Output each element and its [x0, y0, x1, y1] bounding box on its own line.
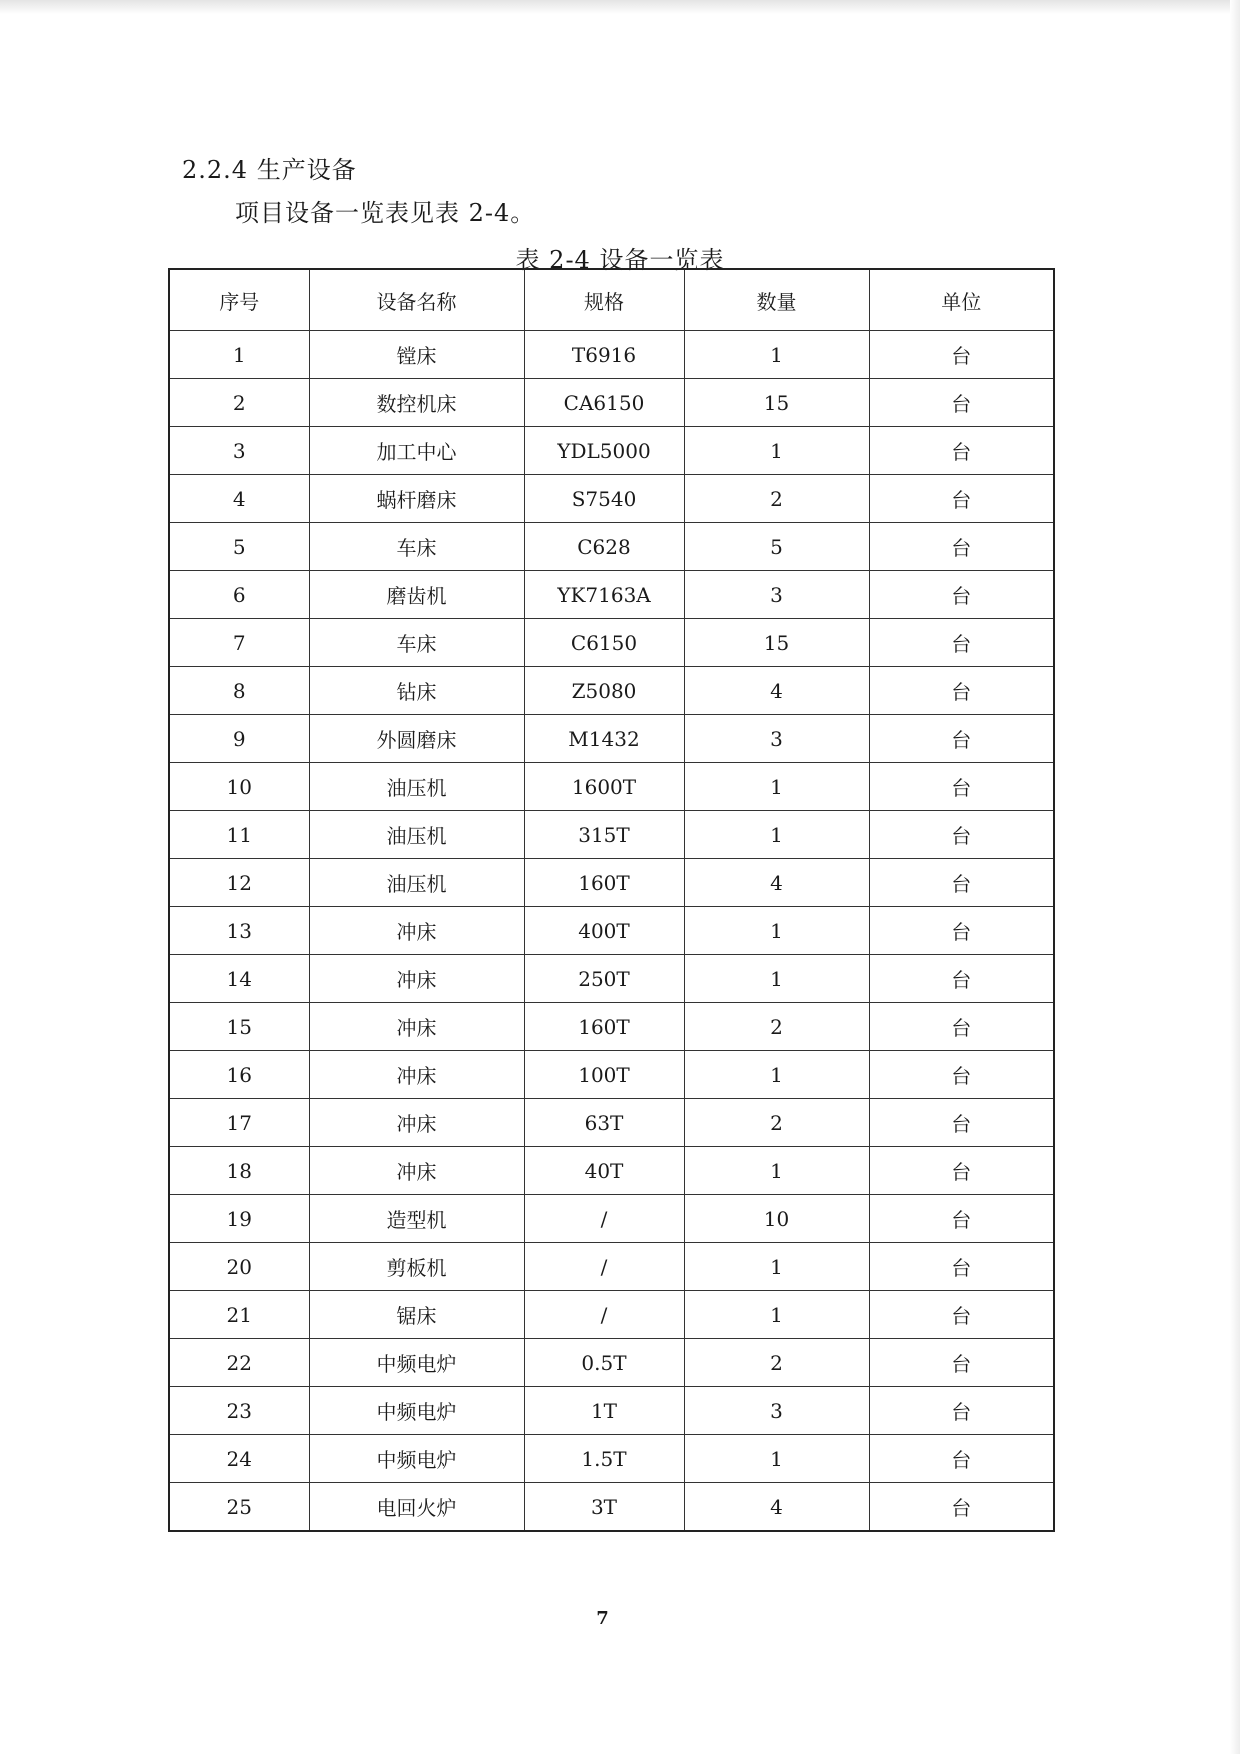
cell-spec: 400T: [524, 907, 684, 955]
table-header: [169, 269, 1054, 331]
cell-unit: 台: [869, 475, 1054, 523]
cell-index: 5: [169, 523, 309, 571]
header-cell-index: 序号: [169, 269, 309, 331]
cell-unit: 台: [869, 427, 1054, 475]
cell-quantity: 1: [684, 763, 869, 811]
cell-name: 数控机床: [309, 379, 524, 427]
header-cell-name: 设备名称: [309, 269, 524, 331]
table-row: [169, 1003, 1054, 1051]
cell-spec: CA6150: [524, 379, 684, 427]
cell-index: 21: [169, 1291, 309, 1339]
cell-unit: 台: [869, 907, 1054, 955]
table-row: [169, 1339, 1054, 1387]
cell-spec: 160T: [524, 1003, 684, 1051]
cell-unit: 台: [869, 1339, 1054, 1387]
cell-unit: 台: [869, 1003, 1054, 1051]
cell-name: 车床: [309, 523, 524, 571]
table-body: [169, 331, 1054, 1532]
cell-quantity: 2: [684, 475, 869, 523]
cell-quantity: 1: [684, 811, 869, 859]
cell-index: 9: [169, 715, 309, 763]
table-row: [169, 523, 1054, 571]
cell-name: 车床: [309, 619, 524, 667]
cell-name: 加工中心: [309, 427, 524, 475]
cell-spec: 3T: [524, 1483, 684, 1532]
cell-name: 冲床: [309, 907, 524, 955]
cell-spec: Z5080: [524, 667, 684, 715]
cell-name: 油压机: [309, 763, 524, 811]
cell-index: 8: [169, 667, 309, 715]
section-heading: 2.2.4 生产设备: [182, 156, 357, 184]
cell-quantity: 1: [684, 427, 869, 475]
table-row: [169, 1051, 1054, 1099]
cell-quantity: 10: [684, 1195, 869, 1243]
cell-quantity: 4: [684, 859, 869, 907]
cell-index: 12: [169, 859, 309, 907]
cell-quantity: 1: [684, 1435, 869, 1483]
cell-unit: 台: [869, 1483, 1054, 1532]
cell-quantity: 2: [684, 1339, 869, 1387]
cell-spec: M1432: [524, 715, 684, 763]
cell-unit: 台: [869, 859, 1054, 907]
cell-index: 13: [169, 907, 309, 955]
cell-quantity: 15: [684, 619, 869, 667]
cell-spec: YDL5000: [524, 427, 684, 475]
cell-name: 蜗杆磨床: [309, 475, 524, 523]
cell-index: 4: [169, 475, 309, 523]
cell-index: 22: [169, 1339, 309, 1387]
cell-unit: 台: [869, 667, 1054, 715]
cell-name: 钻床: [309, 667, 524, 715]
table-caption: 表 2-4 设备一览表: [515, 246, 725, 274]
cell-index: 10: [169, 763, 309, 811]
page-number: 7: [596, 1608, 609, 1629]
cell-quantity: 1: [684, 331, 869, 379]
table-row: [169, 763, 1054, 811]
table-row: [169, 859, 1054, 907]
cell-quantity: 3: [684, 571, 869, 619]
cell-name: 冲床: [309, 1099, 524, 1147]
cell-quantity: 5: [684, 523, 869, 571]
table-row: [169, 331, 1054, 379]
header-row: [169, 269, 1054, 331]
intro-text: 项目设备一览表见表 2-4。: [235, 199, 536, 227]
cell-index: 25: [169, 1483, 309, 1532]
cell-name: 磨齿机: [309, 571, 524, 619]
cell-spec: /: [524, 1243, 684, 1291]
cell-index: 23: [169, 1387, 309, 1435]
cell-index: 14: [169, 955, 309, 1003]
cell-quantity: 1: [684, 955, 869, 1003]
cell-unit: 台: [869, 571, 1054, 619]
cell-spec: 0.5T: [524, 1339, 684, 1387]
cell-spec: /: [524, 1195, 684, 1243]
cell-spec: 160T: [524, 859, 684, 907]
cell-spec: 63T: [524, 1099, 684, 1147]
cell-unit: 台: [869, 1051, 1054, 1099]
cell-quantity: 1: [684, 907, 869, 955]
cell-spec: S7540: [524, 475, 684, 523]
cell-index: 17: [169, 1099, 309, 1147]
cell-quantity: 15: [684, 379, 869, 427]
cell-index: 11: [169, 811, 309, 859]
cell-unit: 台: [869, 1147, 1054, 1195]
equipment-table: [168, 268, 1055, 1532]
table-row: [169, 1387, 1054, 1435]
cell-name: 外圆磨床: [309, 715, 524, 763]
cell-unit: 台: [869, 1291, 1054, 1339]
cell-spec: 1.5T: [524, 1435, 684, 1483]
cell-unit: 台: [869, 1435, 1054, 1483]
cell-unit: 台: [869, 763, 1054, 811]
cell-quantity: 4: [684, 667, 869, 715]
cell-name: 锯床: [309, 1291, 524, 1339]
cell-name: 冲床: [309, 1051, 524, 1099]
cell-index: 6: [169, 571, 309, 619]
cell-name: 造型机: [309, 1195, 524, 1243]
cell-spec: /: [524, 1291, 684, 1339]
cell-name: 镗床: [309, 331, 524, 379]
cell-spec: 315T: [524, 811, 684, 859]
cell-quantity: 1: [684, 1243, 869, 1291]
cell-unit: 台: [869, 1099, 1054, 1147]
table-row: [169, 907, 1054, 955]
table-row: [169, 667, 1054, 715]
cell-quantity: 3: [684, 715, 869, 763]
table-row: [169, 1291, 1054, 1339]
cell-index: 20: [169, 1243, 309, 1291]
table-row: [169, 1483, 1054, 1532]
cell-index: 16: [169, 1051, 309, 1099]
scan-top-shadow: [0, 0, 1240, 14]
cell-name: 冲床: [309, 955, 524, 1003]
cell-quantity: 1: [684, 1147, 869, 1195]
cell-spec: C628: [524, 523, 684, 571]
table-row: [169, 1435, 1054, 1483]
cell-unit: 台: [869, 379, 1054, 427]
cell-name: 油压机: [309, 811, 524, 859]
cell-unit: 台: [869, 1243, 1054, 1291]
cell-index: 3: [169, 427, 309, 475]
cell-name: 油压机: [309, 859, 524, 907]
cell-spec: 100T: [524, 1051, 684, 1099]
table-row: [169, 427, 1054, 475]
cell-unit: 台: [869, 523, 1054, 571]
cell-name: 中频电炉: [309, 1435, 524, 1483]
table-row: [169, 955, 1054, 1003]
cell-quantity: 4: [684, 1483, 869, 1532]
cell-quantity: 3: [684, 1387, 869, 1435]
cell-name: 中频电炉: [309, 1387, 524, 1435]
cell-index: 18: [169, 1147, 309, 1195]
cell-unit: 台: [869, 1387, 1054, 1435]
cell-unit: 台: [869, 331, 1054, 379]
cell-index: 2: [169, 379, 309, 427]
cell-spec: T6916: [524, 331, 684, 379]
cell-name: 冲床: [309, 1003, 524, 1051]
cell-spec: 250T: [524, 955, 684, 1003]
cell-spec: C6150: [524, 619, 684, 667]
cell-name: 冲床: [309, 1147, 524, 1195]
table-row: [169, 811, 1054, 859]
table-row: [169, 715, 1054, 763]
cell-quantity: 1: [684, 1291, 869, 1339]
table-row: [169, 1243, 1054, 1291]
cell-quantity: 2: [684, 1003, 869, 1051]
cell-spec: 40T: [524, 1147, 684, 1195]
header-cell-spec: 规格: [524, 269, 684, 331]
cell-quantity: 1: [684, 1051, 869, 1099]
header-cell-quantity: 数量: [684, 269, 869, 331]
cell-name: 电回火炉: [309, 1483, 524, 1532]
table-row: [169, 475, 1054, 523]
table-row: [169, 571, 1054, 619]
cell-spec: 1T: [524, 1387, 684, 1435]
table-row: [169, 1147, 1054, 1195]
cell-unit: 台: [869, 811, 1054, 859]
cell-quantity: 2: [684, 1099, 869, 1147]
cell-index: 15: [169, 1003, 309, 1051]
table-row: [169, 619, 1054, 667]
cell-name: 中频电炉: [309, 1339, 524, 1387]
cell-unit: 台: [869, 955, 1054, 1003]
cell-index: 7: [169, 619, 309, 667]
cell-index: 1: [169, 331, 309, 379]
table-row: [169, 379, 1054, 427]
cell-spec: YK7163A: [524, 571, 684, 619]
cell-index: 24: [169, 1435, 309, 1483]
header-cell-unit: 单位: [869, 269, 1054, 331]
cell-unit: 台: [869, 715, 1054, 763]
cell-spec: 1600T: [524, 763, 684, 811]
cell-unit: 台: [869, 1195, 1054, 1243]
cell-name: 剪板机: [309, 1243, 524, 1291]
table-row: [169, 1099, 1054, 1147]
cell-index: 19: [169, 1195, 309, 1243]
cell-unit: 台: [869, 619, 1054, 667]
table-row: [169, 1195, 1054, 1243]
